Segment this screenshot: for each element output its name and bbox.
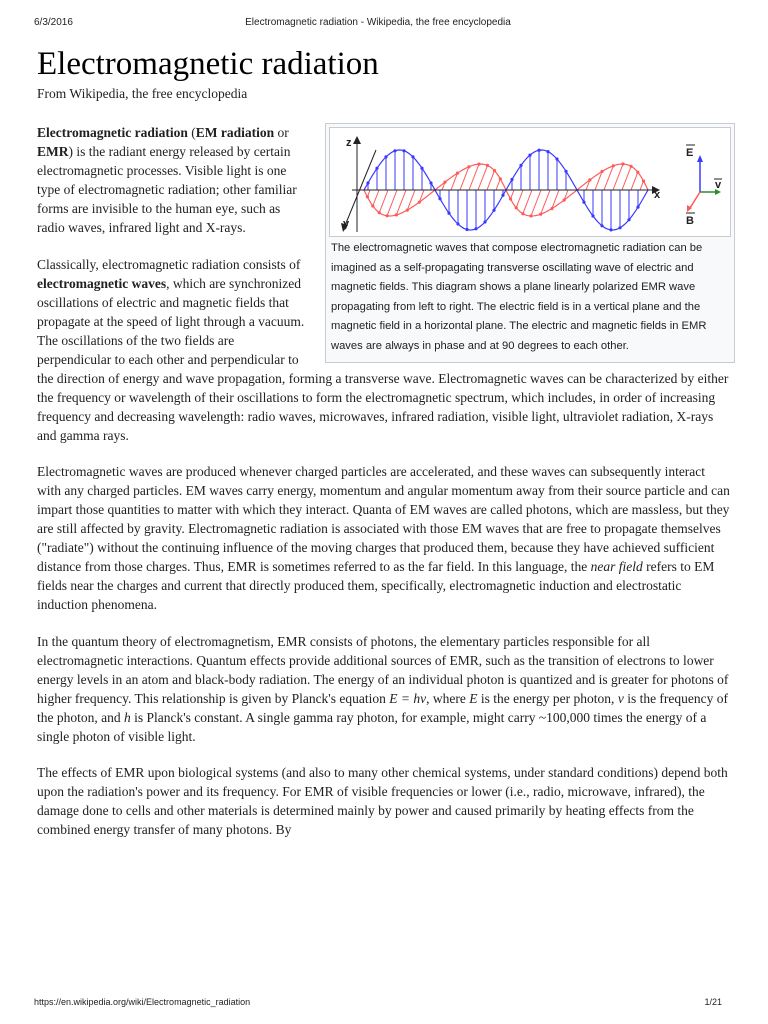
variable-nu: ν [617,690,624,706]
print-footer [34,997,722,1007]
article-content [37,44,731,857]
site-tagline: From Wikipedia, the free encyclopedia [37,86,248,101]
magnetic-field-vector [387,190,397,216]
em-wave-diagram[interactable] [329,127,731,237]
term-near-field: near field [590,559,643,574]
magnetic-field-vector [531,190,541,216]
planck-equation: E = hν [389,690,427,706]
production-paragraph: Electromagnetic waves are produced whenever charged particles are accelerated, and these waves can subsequently interact with any charged particles. EM waves carry energy, momentum and angular momentum away from their source particle and can impart those quantities to matter with which they interact. Quanta of EM waves are called photons, which are massless, but they are still affected by gravity. Electromagnetic radiation is associated with those EM waves that are free to propagate themselves ("radiate") without the continuing influence of the moving charges that produced them, because they have achieved sufficient distance from those charges. Thus, EMR is sometimes referred to as the far field. In this language, the near field refers to EM fields near the charges and current that directly produced them, specifically, electromagnetic induction and electrostatic induction phenomena. [37,464,730,612]
b-vector [690,192,700,208]
magnetic-field-vector [523,190,532,214]
field-vectors-legend [686,145,722,227]
em-wave-illustration [330,128,730,236]
term-em-radiation: EM radiation [195,125,275,140]
term-electromagnetic-radiation: Electromagnetic radiation [37,125,188,140]
b-vector-label: B [686,215,694,227]
biological-effects-paragraph: The effects of EMR upon biological systems (and also to many other chemical systems, under standard conditions) depend both upon the radiation's power and its frequency. For EMR of visible frequencies or lower (i.e., radio, microwave, infrared), the damage done to cells and other materials is determined mainly by power and caused primarily by heating effects from the combined energy transfer of many photons. By [37,765,728,837]
magnetic-field-vector [469,164,479,190]
print-document-title: Electromagnetic radiation - Wikipedia, the free encyclopedia [245,17,511,28]
z-axis-label: z [346,137,352,149]
magnetic-field-vector [631,172,638,190]
variable-e: E [469,690,478,706]
print-url: https://en.wikipedia.org/wiki/Electromagnetic_radiation [34,997,251,1007]
e-vector-arrowhead [697,155,703,162]
magnetic-field-vector [379,190,388,213]
e-vector-label: E [686,147,694,159]
v-vector-label: v [715,179,722,191]
term-electromagnetic-waves: electromagnetic waves [37,275,167,291]
classical-paragraph: Classically, electromagnetic radiation consists of electromagnetic waves, which are synchronized oscillations of electric and magnetic fields that propagate at the speed of light through a vacuum. The oscillations of the two fields are perpendicular to each other and perpendicular to the direction of energy and wave propagation, forming a transverse wave. Electromagnetic waves can be characterized by either the frequency or wavelength of their oscillations to form the electromagnetic spectrum, which includes, in order of increasing frequency and decreasing wavelength: radio waves, microwaves, infrared radiation, visible light, ultraviolet radiation, X-rays and gamma rays. [37,256,729,443]
page-title: Electromagnetic radiation [37,46,379,82]
z-axis-arrowhead [353,136,361,144]
quantum-paragraph: In the quantum theory of electromagnetism, EMR consists of photons, the elementary particles responsible for all electromagnetic interactions. Quantum effects provide additional sources of EMR, such as the transition of electrons to lower energy levels in an atom and black-body radiation. The energy of an individual photon is quantized and is greater for photons of higher frequency. This relationship is given by Planck's equation E = hν, where E is the energy per photon, ν is the frequency of the photon, and h is Planck's constant. A single gamma ray photon, for example, might carry ~100,000 times the energy of a single photon of visible light. [37,633,729,744]
y-axis-line [344,150,376,228]
print-page-number: 1/21 [704,997,722,1007]
magnetic-field-vector [478,165,488,190]
magnetic-field-vector [407,190,415,210]
variable-h: h [124,709,131,725]
magnetic-field-vector [496,179,500,190]
print-date: 6/3/2016 [34,17,73,28]
x-axis-label: x [654,189,661,201]
term-emr: EMR [37,144,69,159]
y-axis-label: y [343,218,350,230]
magnetic-field-vector [622,166,631,190]
magnetic-field-vector [373,190,379,206]
magnetic-field-vector [487,171,495,190]
figure-thumbnail [325,123,735,363]
magnetic-field-vector [613,164,623,190]
magnetic-field-vector [516,190,523,208]
intro-paragraph: Electromagnetic radiation (EM radiation or EMR) is the radiant energy released by certain electromagnetic processes. Visible light is one type of electromagnetic radiation; other familiar forms are invisible to the human eye, such as radio waves, infrared light and X-rays. [37,125,297,235]
figure-caption: The electromagnetic waves that compose electromagnetic radiation can be imagined as a self-propagating transverse oscillating wave of electric and magnetic fields. This diagram shows a plane linearly polarized EMR wave propagating from left to right. The electric field is in a vertical plane and the magnetic field in a horizontal plane. The electric and magnetic fields in EMR waves are always in phase and at 90 degrees to each other. [331,242,707,352]
